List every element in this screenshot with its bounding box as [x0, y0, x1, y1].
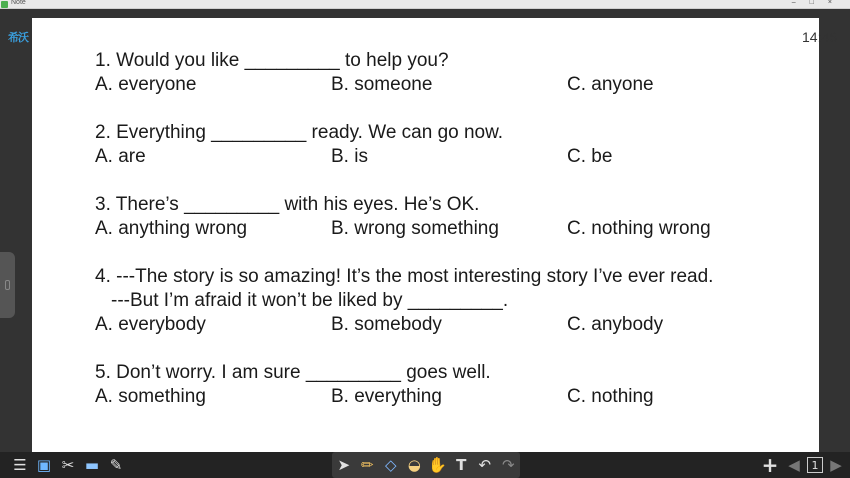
- question-5-option-c: C. nothing: [567, 386, 654, 407]
- toolbar-left-group: [8, 452, 128, 478]
- undo-icon[interactable]: ↶: [478, 456, 492, 474]
- side-handle-icon: [5, 280, 10, 290]
- pointer-icon[interactable]: ➤: [337, 456, 351, 474]
- question-5-option-b: B. everything: [331, 386, 442, 407]
- add-page-icon[interactable]: +: [761, 453, 779, 477]
- redo-icon[interactable]: ↷: [501, 456, 515, 474]
- tools-icon[interactable]: ✂: [61, 456, 75, 474]
- toolbar-right-group: [758, 452, 848, 478]
- shape-icon[interactable]: ◒: [407, 456, 421, 474]
- question-5-stem: 5. Don’t worry. I am sure _________ goes well.: [95, 362, 491, 383]
- pen-icon[interactable]: ✏: [360, 456, 374, 474]
- question-4-option-c: C. anybody: [567, 314, 664, 335]
- question-1-stem: 1. Would you like _________ to help you?: [95, 50, 449, 71]
- toolbar-center-group: [332, 452, 520, 478]
- question-4-option-b: B. somebody: [331, 314, 442, 335]
- whiteboard-slide[interactable]: [32, 18, 819, 461]
- question-2-option-a: A. are: [95, 146, 146, 167]
- side-panel-toggle[interactable]: [0, 252, 15, 318]
- folder-icon[interactable]: ▬: [84, 456, 100, 474]
- question-2-option-c: C. be: [567, 146, 613, 167]
- clock: 14:46: [802, 29, 838, 45]
- menu-icon[interactable]: ☰: [13, 456, 27, 474]
- app-name: Note: [11, 0, 26, 6]
- handwriting-icon[interactable]: ✎: [109, 456, 123, 474]
- question-2-stem: 2. Everything _________ ready. We can go now.: [95, 122, 504, 143]
- text-icon[interactable]: T: [456, 456, 467, 474]
- question-1-option-b: B. someone: [331, 74, 433, 95]
- question-4-stem-line2: ---But I’m afraid it won’t be liked by _________.: [111, 290, 509, 311]
- next-page-icon[interactable]: ▶: [830, 456, 842, 474]
- canvas-area: [0, 9, 850, 452]
- question-4-stem: 4. ---The story is so amazing! It’s the most interesting story I’ve ever read.: [95, 266, 714, 287]
- hand-icon[interactable]: ✋: [428, 456, 448, 474]
- question-1-option-a: A. everyone: [95, 74, 197, 95]
- page-indicator-icon[interactable]: 1: [807, 457, 823, 473]
- question-3-option-a: A. anything wrong: [95, 218, 248, 239]
- app-icon: [1, 1, 8, 8]
- prev-page-icon[interactable]: ◀: [788, 456, 800, 474]
- eraser-icon[interactable]: ◇: [384, 456, 397, 474]
- question-3-option-c: C. nothing wrong: [567, 218, 711, 239]
- logo-text: 希沃: [8, 32, 28, 44]
- question-3-option-b: B. wrong something: [331, 218, 499, 239]
- window-controls[interactable]: –□×: [791, 0, 846, 6]
- question-3-stem: 3. There’s _________ with his eyes. He’s OK.: [95, 194, 480, 215]
- bottom-toolbar: [0, 452, 850, 478]
- question-4-option-a: A. everybody: [95, 314, 206, 335]
- question-5-option-a: A. something: [95, 386, 206, 407]
- question-2-option-b: B. is: [331, 146, 368, 167]
- question-1-option-c: C. anyone: [567, 74, 654, 95]
- screen-icon[interactable]: ▣: [36, 456, 52, 474]
- window-titlebar: [0, 0, 850, 9]
